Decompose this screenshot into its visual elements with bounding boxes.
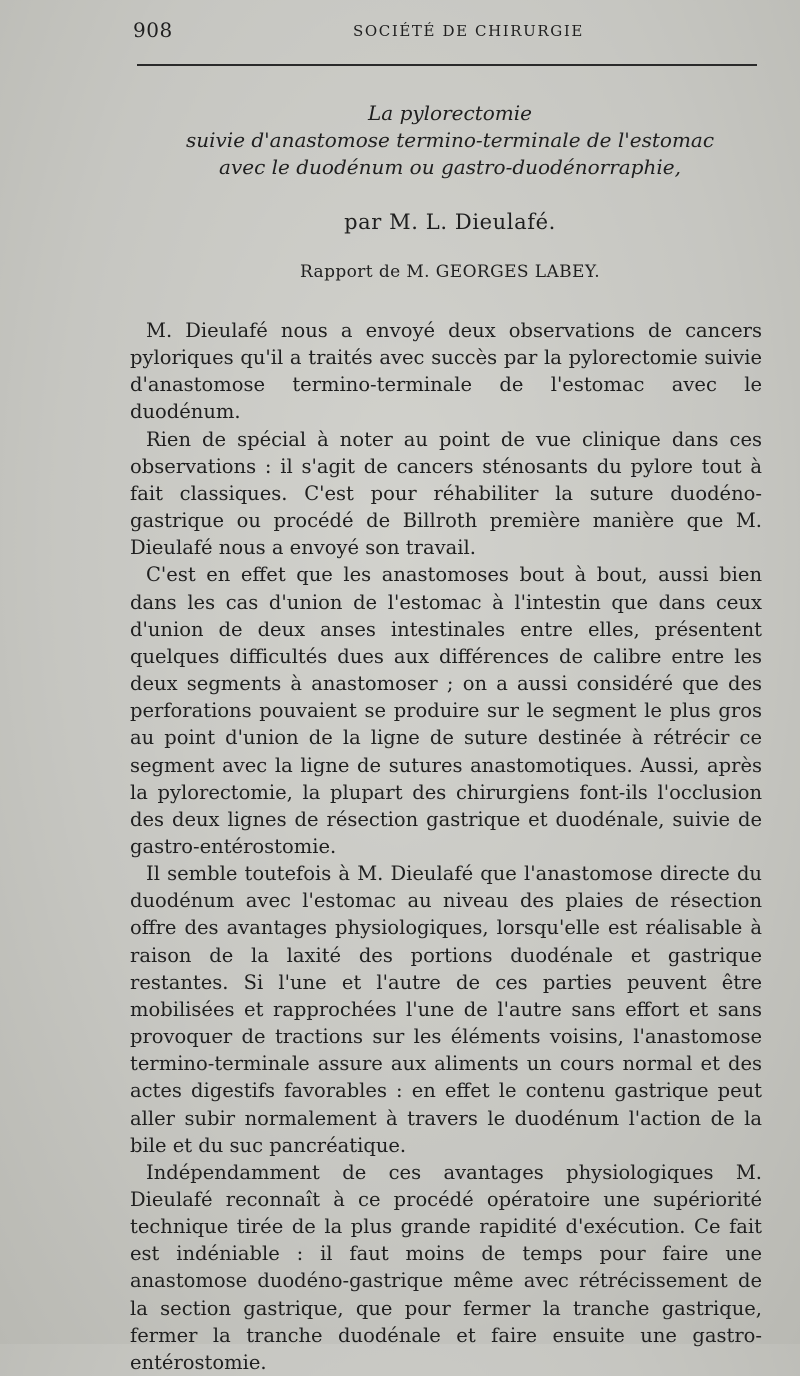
paragraph: Indépendamment de ces avantages physiologiques M. Dieulafé reconnaît à ce procédé opératoire une supériorité technique tirée de la plus grande rapidité d'exécution. Ce fait est indéniable : il faut moins de temps pour faire une anastomose duodéno-gastrique même avec rétrécissement de la section gastrique, que pour fermer la tranche gastrique, fermer la tranche duodénale et faire ensuite une gastro-entérostomie.: [130, 1160, 762, 1374]
paragraph: M. Dieulafé nous a envoyé deux observations de cancers pyloriques qu'il a traités avec succès par la pylorectomie suivie d'anastomose termino-terminale de l'estomac avec le duodénum.: [130, 319, 762, 424]
header-rule: [137, 64, 757, 66]
page-header: [133, 18, 757, 48]
running-head: SOCIÉTÉ DE CHIRURGIE: [353, 22, 584, 40]
paragraph: Rien de spécial à noter au point de vue clinique dans ces observations : il s'agit de cancers sténosants du pylore tout à fait classiques. C'est pour réhabiliter la suture duodéno-gastrique ou procédé de Billroth première manière que M. Dieulafé nous a envoyé son travail.: [130, 427, 762, 560]
article-body: [130, 317, 762, 1376]
byline: par M. L. Dieulafé.: [344, 210, 556, 234]
article-title: [133, 100, 767, 181]
paragraph: Il semble toutefois à M. Dieulafé que l'anastomose directe du duodénum avec l'estomac au niveau des plaies de résection offre des avantages physiologiques, lorsqu'elle est réalisable à raison de la laxité des portions duodénale et gastrique restantes. Si l'une et l'autre de ces parties peuvent être mobilisées et rapprochées l'une de l'autre sans effort et sans provoquer de tractions sur les éléments voisins, l'anastomose termino-terminale assure aux aliments un cours normal et des actes digestifs favorables : en effet le contenu gastrique peut aller subir normalement à travers le duodénum l'action de la bile et du suc pancréatique.: [130, 862, 762, 1157]
page-number: 908: [133, 18, 173, 42]
title-line: suivie d'anastomose termino-terminale de l'estomac: [185, 128, 715, 152]
title-line: avec le duodénum ou gastro-duodénorraphie,: [219, 155, 681, 179]
report-line: Rapport de M. GEORGES LABEY.: [299, 262, 601, 282]
paragraph: C'est en effet que les anastomoses bout à bout, aussi bien dans les cas d'union de l'estomac à l'intestin que dans ceux d'union de deux anses intestinales entre elles, présentent quelques difficultés dues aux différences de calibre entre les deux segments à anastomoser ; on a aussi considéré que des perforations pouvaient se produire sur le segment le plus gros au point d'union de la ligne de suture destinée à rétrécir ce segment avec la ligne de sutures anastomotiques. Aussi, après la pylorectomie, la plupart des chirurgiens font-ils l'occlusion des deux lignes de résection gastrique et duodénale, suivie de gastro-entérostomie.: [130, 563, 762, 858]
title-line: La pylorectomie: [368, 101, 532, 125]
